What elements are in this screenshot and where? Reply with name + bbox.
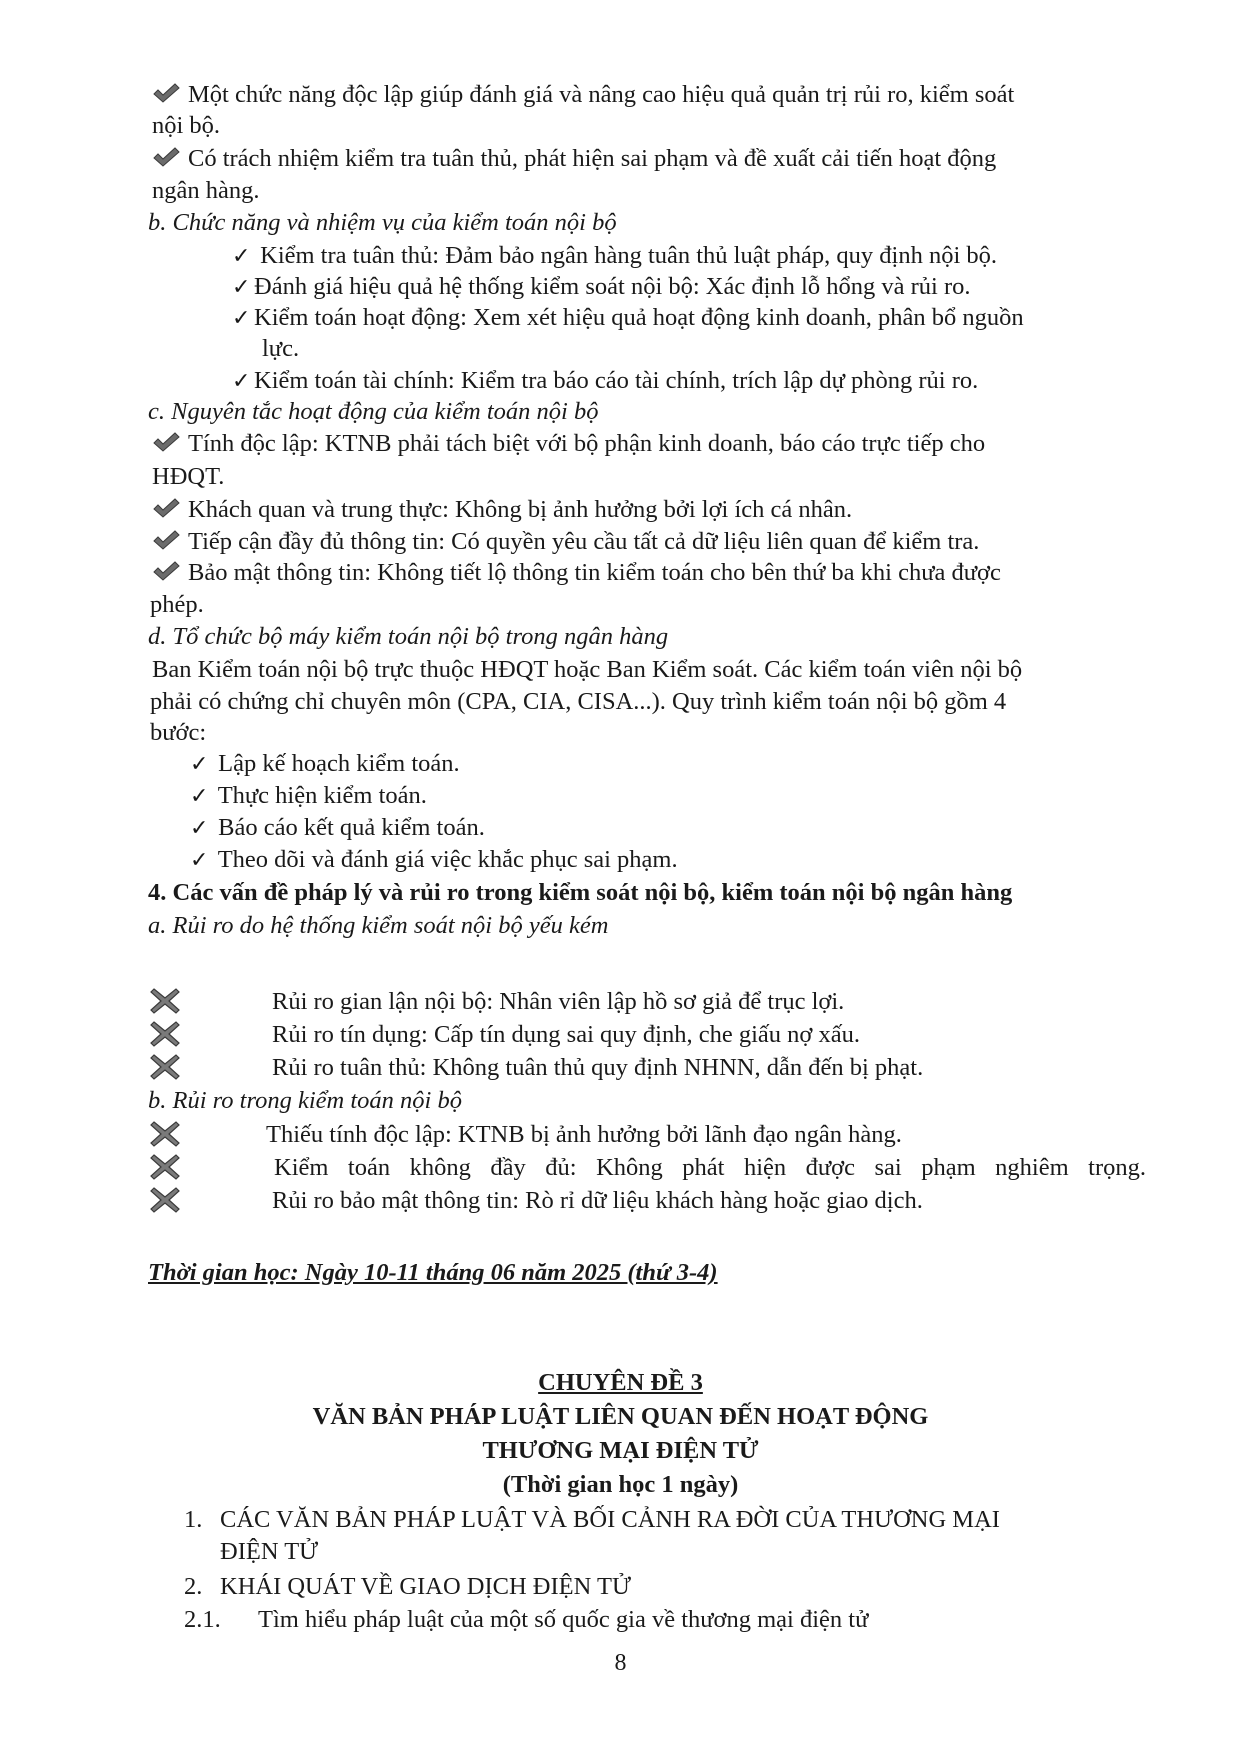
study-schedule: Thời gian học: Ngày 10-11 tháng 06 năm 2025 (thứ 3-4) <box>148 1259 718 1286</box>
check-mark-icon: ✓ <box>190 847 209 872</box>
topic-title: VĂN BẢN PHÁP LUẬT LIÊN QUAN ĐẾN HOẠT ĐỘNG <box>312 1403 929 1430</box>
bullet-item: Tiếp cận đầy đủ thông tin: Có quyền yêu cầu tất cả dữ liệu liên quan để kiểm tra. <box>152 527 979 557</box>
bullet-continuation: phép. <box>150 591 204 618</box>
topic-duration: (Thời gian học 1 ngày) <box>502 1471 739 1498</box>
heavy-check-icon <box>152 529 180 551</box>
paragraph-line: bước: <box>150 719 207 746</box>
check-mark-icon: ✓ <box>232 305 251 330</box>
check-mark-icon: ✓ <box>190 751 209 776</box>
cross-mark-icon <box>150 1186 180 1214</box>
section-d-heading: d. Tổ chức bộ máy kiểm toán nội bộ trong ngân hàng <box>148 623 669 650</box>
section-4-heading: 4. Các vấn đề pháp lý và rủi ro trong kiểm soát nội bộ, kiểm toán nội bộ ngân hàng <box>148 879 1013 906</box>
risk-item: Thiếu tính độc lập: KTNB bị ảnh hưởng bởi lãnh đạo ngân hàng. <box>266 1121 902 1148</box>
outline-item: CÁC VĂN BẢN PHÁP LUẬT VÀ BỐI CẢNH RA ĐỜI CỦA THƯƠNG MẠI <box>220 1506 1000 1533</box>
risk-item: Rủi ro gian lận nội bộ: Nhân viên lập hồ sơ giả để trục lợi. <box>272 988 845 1015</box>
risk-item: Rủi ro tín dụng: Cấp tín dụng sai quy định, che giấu nợ xấu. <box>272 1021 860 1048</box>
page-number: 8 <box>614 1650 627 1676</box>
list-item: ✓ Kiểm toán tài chính: Kiểm tra báo cáo tài chính, trích lập dự phòng rủi ro. <box>232 367 979 394</box>
outline-item: KHÁI QUÁT VỀ GIAO DỊCH ĐIỆN TỬ <box>220 1573 631 1600</box>
bullet-continuation: HĐQT. <box>152 463 225 490</box>
bullet-item: Bảo mật thông tin: Không tiết lộ thông tin kiểm toán cho bên thứ ba khi chưa được <box>152 558 1001 588</box>
step-item: ✓ Lập kế hoạch kiểm toán. <box>190 750 460 777</box>
bullet-item: Tính độc lập: KTNB phải tách biệt với bộ phận kinh doanh, báo cáo trực tiếp cho <box>152 429 985 459</box>
cross-mark-icon <box>150 1053 180 1081</box>
outline-item: Tìm hiểu pháp luật của một số quốc gia về thương mại điện tử <box>258 1606 869 1633</box>
cross-mark-icon <box>150 987 180 1015</box>
bullet-item: Một chức năng độc lập giúp đánh giá và nâng cao hiệu quả quản trị rủi ro, kiểm soát <box>152 80 1014 110</box>
topic-label: CHUYÊN ĐỀ 3 <box>538 1369 703 1396</box>
outline-number: 1. <box>184 1506 203 1533</box>
bullet-item: Có trách nhiệm kiểm tra tuân thủ, phát hiện sai phạm và đề xuất cải tiến hoạt động <box>152 144 996 174</box>
step-item: ✓ Theo dõi và đánh giá việc khắc phục sai phạm. <box>190 846 678 873</box>
check-mark-icon: ✓ <box>190 815 209 840</box>
section-b-heading: b. Chức năng và nhiệm vụ của kiểm toán nội bộ <box>148 209 617 236</box>
cross-mark-icon <box>150 1020 180 1048</box>
heavy-check-icon <box>152 560 180 582</box>
step-item: ✓ Báo cáo kết quả kiểm toán. <box>190 814 485 841</box>
bullet-continuation: nội bộ. <box>152 112 221 139</box>
paragraph-line: phải có chứng chỉ chuyên môn (CPA, CIA, CISA...). Quy trình kiểm toán nội bộ gồm 4 <box>150 688 1007 715</box>
list-item: ✓ Kiểm toán hoạt động: Xem xét hiệu quả hoạt động kinh doanh, phân bổ nguồn <box>232 304 1024 331</box>
outline-number: 2.1. <box>184 1606 221 1633</box>
paragraph-line: Ban Kiểm toán nội bộ trực thuộc HĐQT hoặc Ban Kiểm soát. Các kiểm toán viên nội bộ <box>152 656 1023 683</box>
list-item: ✓ Kiểm tra tuân thủ: Đảm bảo ngân hàng tuân thủ luật pháp, quy định nội bộ. <box>232 242 998 269</box>
bullet-item: Khách quan và trung thực: Không bị ảnh hưởng bởi lợi ích cá nhân. <box>152 495 852 525</box>
cross-mark-icon <box>150 1153 180 1181</box>
heavy-check-icon <box>152 146 180 168</box>
check-mark-icon: ✓ <box>190 783 209 808</box>
heavy-check-icon <box>152 431 180 453</box>
section-4b-heading: b. Rủi ro trong kiểm toán nội bộ <box>148 1087 462 1114</box>
section-c-heading: c. Nguyên tắc hoạt động của kiểm toán nội bộ <box>148 398 599 425</box>
risk-item: Rủi ro tuân thủ: Không tuân thủ quy định NHNN, dẫn đến bị phạt. <box>272 1054 924 1081</box>
bullet-continuation: ngân hàng. <box>152 177 260 204</box>
heavy-check-icon <box>152 82 180 104</box>
heavy-check-icon <box>152 497 180 519</box>
outline-continuation: ĐIỆN TỬ <box>220 1538 319 1565</box>
risk-item: Kiểm toán không đầy đủ: Không phát hiện được sai phạm nghiêm trọng. <box>274 1154 1146 1181</box>
step-item: ✓ Thực hiện kiểm toán. <box>190 782 427 809</box>
outline-number: 2. <box>184 1573 203 1600</box>
check-mark-icon: ✓ <box>232 368 251 393</box>
topic-title: THƯƠNG MẠI ĐIỆN TỬ <box>482 1437 759 1464</box>
section-4a-heading: a. Rủi ro do hệ thống kiểm soát nội bộ yếu kém <box>148 912 609 939</box>
check-mark-icon: ✓ <box>232 243 251 268</box>
list-item-continuation: lực. <box>262 335 300 362</box>
check-mark-icon: ✓ <box>232 274 251 299</box>
cross-mark-icon <box>150 1120 180 1148</box>
risk-item: Rủi ro bảo mật thông tin: Rò rỉ dữ liệu khách hàng hoặc giao dịch. <box>272 1187 923 1214</box>
list-item: ✓ Đánh giá hiệu quả hệ thống kiểm soát nội bộ: Xác định lỗ hổng và rủi ro. <box>232 273 971 300</box>
